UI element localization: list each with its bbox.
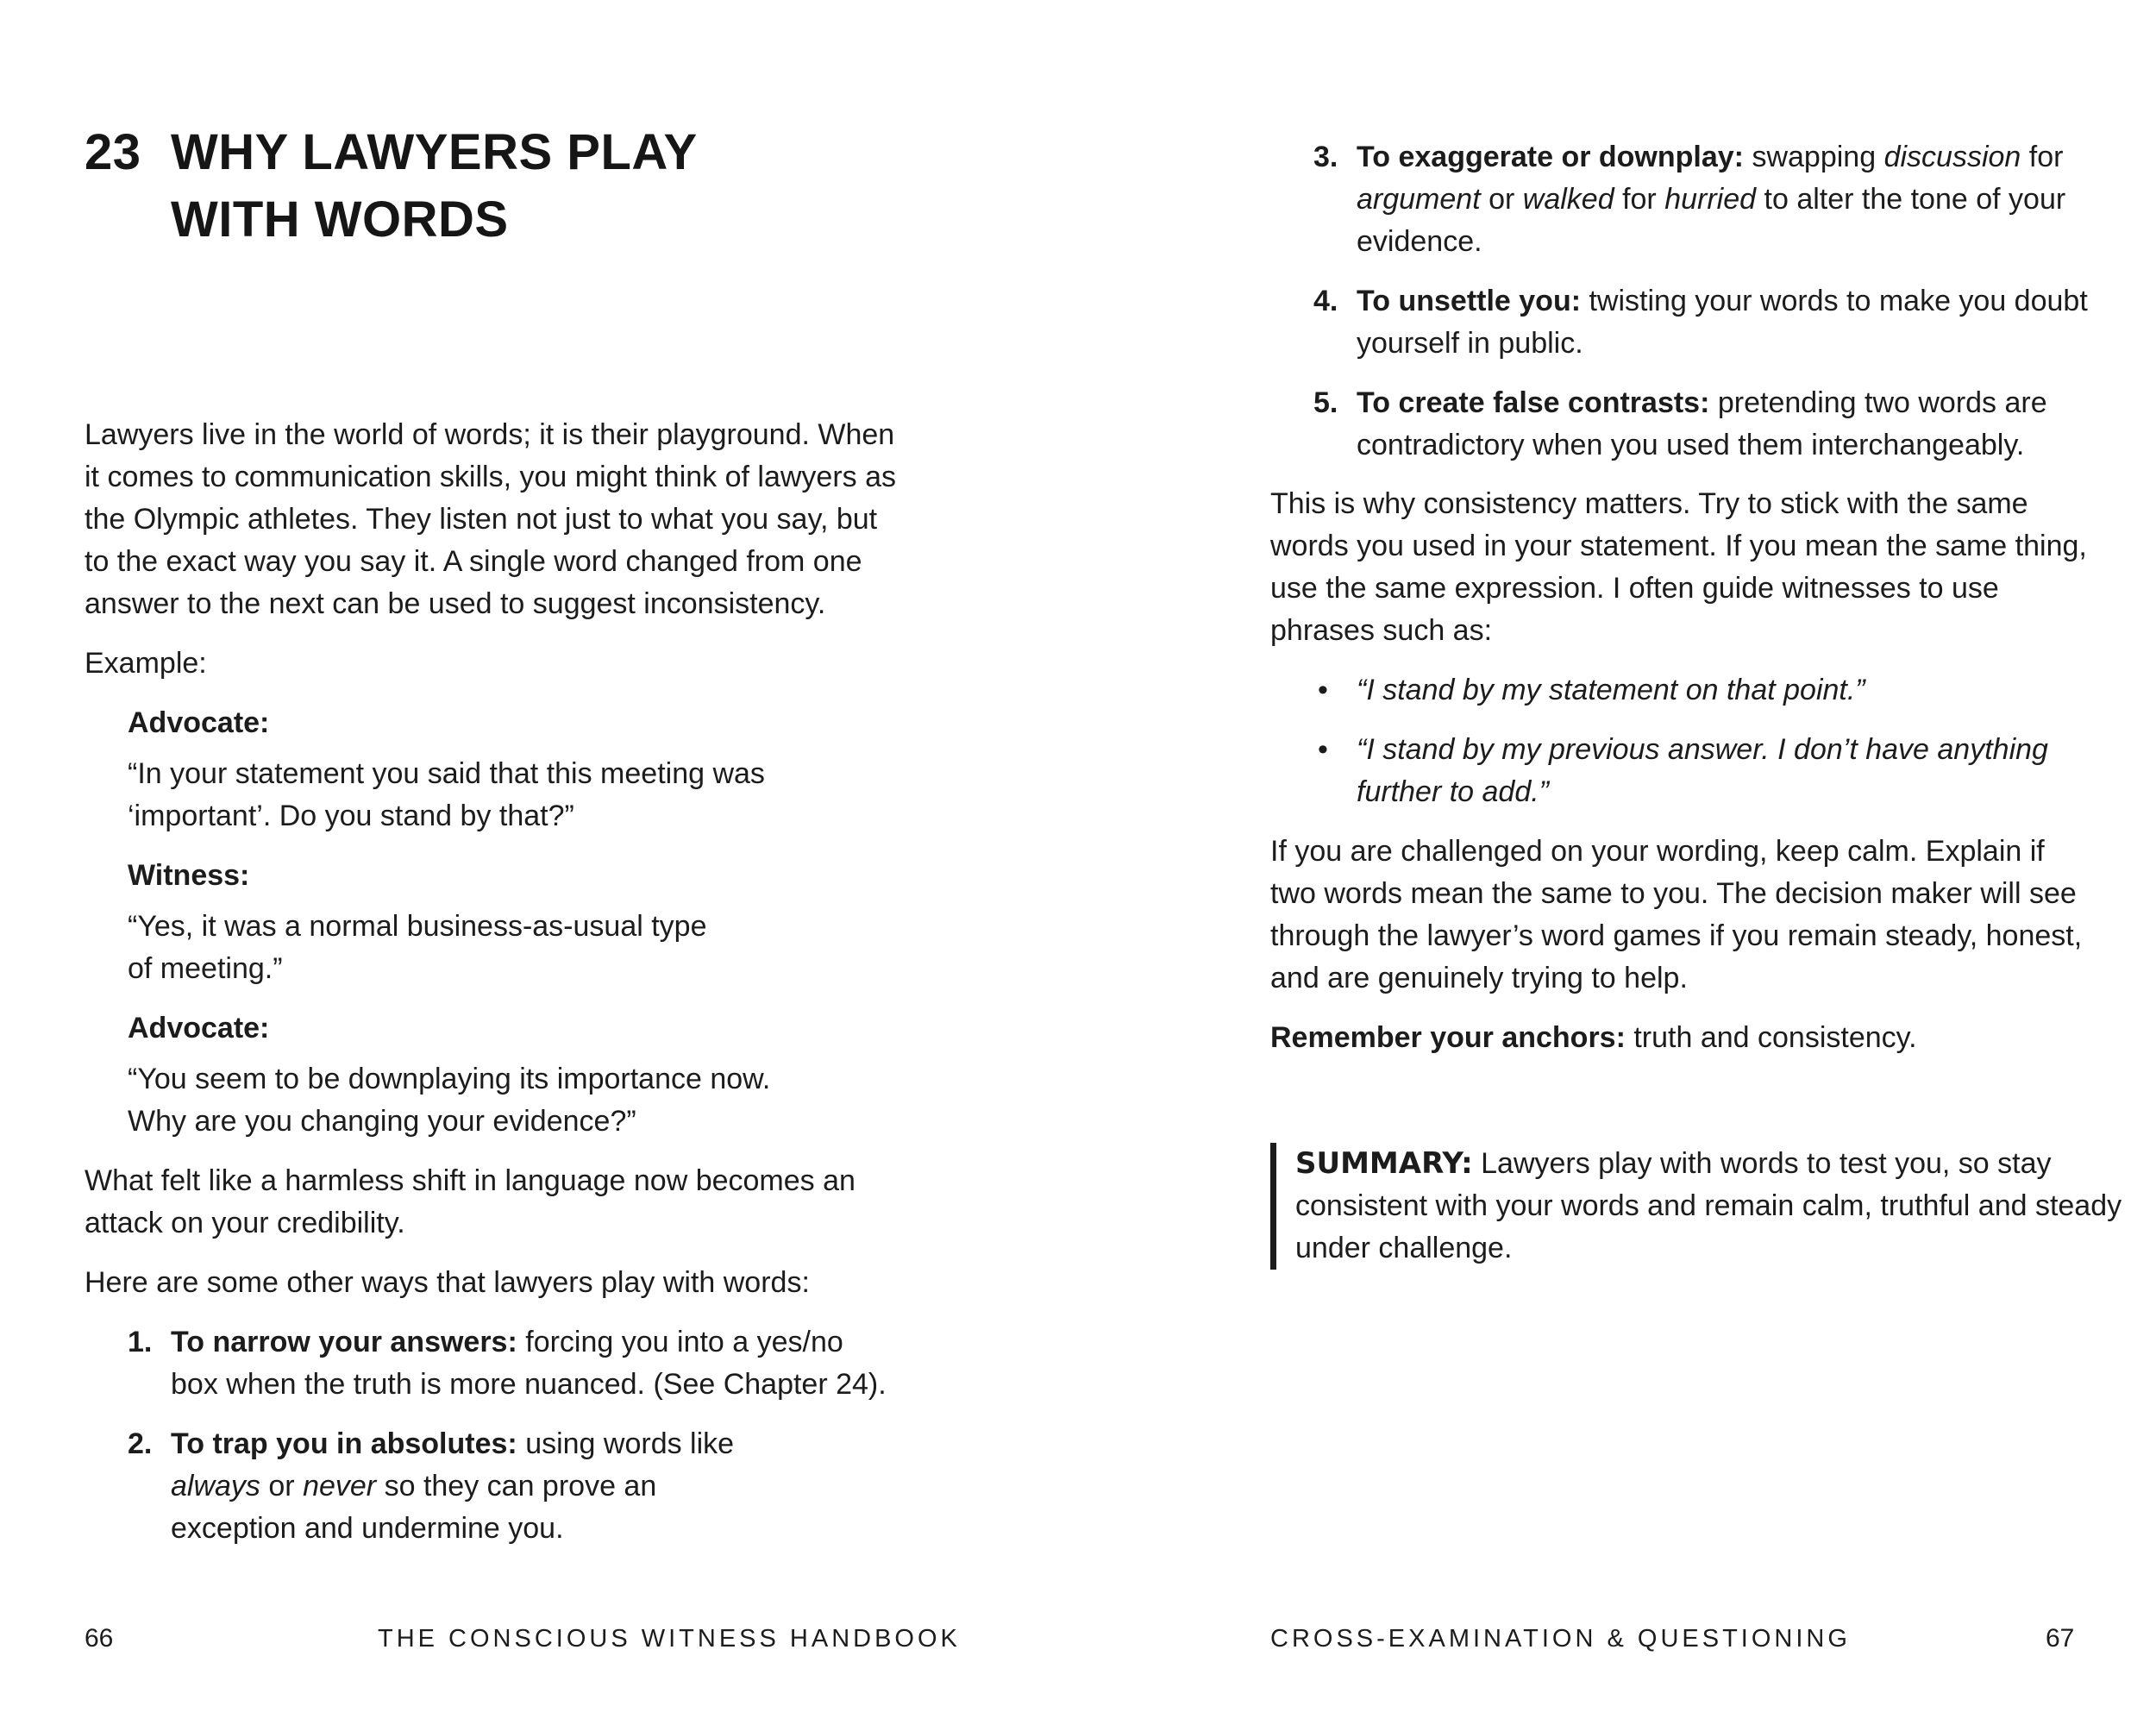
list-item-text: so they can prove an exception and undermine you. [171, 1470, 657, 1545]
phrases-list [1270, 669, 2090, 813]
list-item [85, 1423, 904, 1550]
emphasis-word: walked [1522, 183, 1614, 216]
list-item [1270, 136, 2124, 263]
chapter-number: 23 [85, 124, 141, 180]
list-item-text: or [268, 1470, 295, 1502]
anchors-paragraph [1270, 1017, 2090, 1059]
list-item-label: To unsettle you: [1357, 285, 1582, 317]
list-item [85, 1321, 904, 1406]
emphasis-word: never [303, 1470, 377, 1502]
bullet-icon: • [1318, 674, 1328, 706]
chapter-heading [85, 119, 774, 254]
phrase-item [1270, 729, 2090, 813]
left-body [85, 414, 904, 1567]
bullet-icon: • [1318, 733, 1328, 766]
list-item-label: To create false contrasts: [1357, 386, 1710, 419]
list-item-text: for [2028, 141, 2064, 173]
example-dialogue [128, 702, 904, 1143]
list-number: 2. [128, 1427, 153, 1460]
list-item-text: using words like [525, 1427, 735, 1460]
phrase-item [1270, 669, 2090, 712]
phrase-text: “I stand by my statement on that point.” [1357, 674, 1865, 706]
anchors-text: truth and consistency. [1633, 1021, 1917, 1054]
dialogue-quote: “You seem to be downplaying its importance now. Why are you changing your evidence?” [128, 1063, 771, 1138]
dialogue-quote: “Yes, it was a normal business-as-usual type of meeting.” [128, 910, 707, 985]
list-item-text: pretending two words are contradictory when you used them interchangeably. [1357, 386, 2047, 461]
challenged-paragraph: If you are challenged on your wording, keep calm. Explain if two words mean the same to you. The decision maker will see through the lawyer’s word games if you remain steady, honest, and are genuinely trying to help. [1270, 835, 2083, 994]
running-head-left: THE CONSCIOUS WITNESS HANDBOOK [378, 1625, 961, 1653]
emphasis-word: always [171, 1470, 260, 1502]
right-body-paragraphs [1270, 483, 2090, 1076]
right-body [1270, 136, 2124, 484]
emphasis-word: argument [1357, 183, 1481, 216]
list-item-label: To narrow your answers: [171, 1326, 517, 1358]
list-number: 3. [1313, 141, 1338, 173]
example-label: Example: [85, 647, 207, 680]
running-head-right: CROSS-EXAMINATION & QUESTIONING [1270, 1625, 1851, 1653]
phrase-text: “I stand by my previous answer. I don’t have anything further to add.” [1357, 733, 2048, 808]
after-dialogue-paragraph: What felt like a harmless shift in language now becomes an attack on your credibility. [85, 1164, 856, 1239]
list-item-label: To exaggerate or downplay: [1357, 141, 1745, 173]
ways-list [85, 1321, 904, 1550]
summary-text: Lawyers play with words to test you, so stay consistent with your words and remain calm, truthful and steady under challenge. [1295, 1147, 2122, 1264]
chapter-title: WHY LAWYERS PLAY WITH WORDS [171, 124, 697, 248]
list-item-text: for [1622, 183, 1657, 216]
dialogue-speaker: Advocate: [128, 1012, 270, 1044]
consistency-paragraph: This is why consistency matters. Try to stick with the same words you used in your statement. If you mean the same thing, use the same expression. I often guide witnesses to use phrases such as: [1270, 487, 2087, 647]
dialogue-speaker: Advocate: [128, 706, 270, 739]
list-item-text: to alter the tone of your evidence. [1357, 183, 2066, 258]
list-item-text: twisting your words to make you doubt yourself in public. [1357, 285, 2088, 360]
list-number: 1. [128, 1326, 153, 1358]
list-item-text: forcing you into a yes/no box when the truth is more nuanced. (See Chapter 24). [171, 1326, 887, 1401]
intro-paragraph: Lawyers live in the world of words; it is their playground. When it comes to communication skills, you might think of lawyers as the Olympic athletes. They listen not just to what you say, but to the exact way you say it. A single word changed from one answer to the next can be used to suggest inconsistency. [85, 418, 897, 620]
emphasis-word: discussion [1883, 141, 2021, 173]
dialogue-quote: “In your statement you said that this meeting was ‘important’. Do you stand by that?” [128, 757, 765, 832]
page-number-right: 67 [2046, 1624, 2075, 1653]
page-number-left: 66 [85, 1624, 114, 1653]
list-item [1270, 280, 2124, 365]
list-item-label: To trap you in absolutes: [171, 1427, 517, 1460]
list-number: 5. [1313, 386, 1338, 419]
list-intro: Here are some other ways that lawyers play with words: [85, 1266, 810, 1299]
summary-label: SUMMARY: [1295, 1146, 1473, 1181]
right-page [1078, 0, 2156, 1725]
emphasis-word: hurried [1664, 183, 1757, 216]
list-number: 4. [1313, 285, 1338, 317]
dialogue-speaker: Witness: [128, 859, 250, 892]
list-item [1270, 382, 2124, 467]
list-item-text: or [1489, 183, 1515, 216]
summary-box [1270, 1143, 2123, 1270]
list-item-text: swapping [1752, 141, 1877, 173]
anchors-label: Remember your anchors: [1270, 1021, 1626, 1054]
ways-list-continued [1270, 136, 2124, 467]
